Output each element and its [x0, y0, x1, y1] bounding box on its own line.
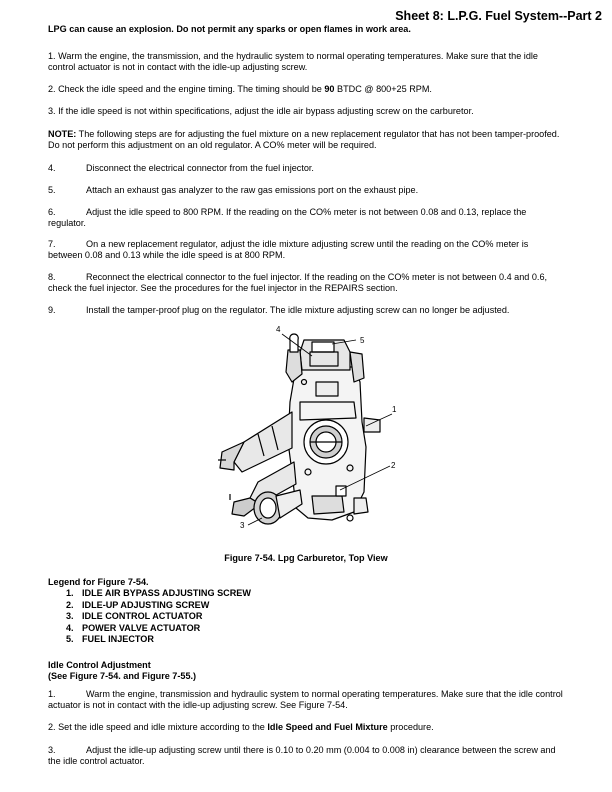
section-subtitle: (See Figure 7-54. and Figure 7-55.) — [48, 671, 197, 682]
step-number: 8. — [48, 272, 56, 282]
step-number: 5. — [48, 185, 56, 195]
callout-4: 4 — [276, 325, 281, 334]
section-heading — [48, 660, 196, 682]
step-5 — [48, 185, 564, 196]
step-text: Disconnect the electrical connector from the fuel injector. — [86, 163, 314, 173]
step-9 — [48, 305, 564, 316]
timing-value: 90 — [324, 84, 335, 94]
legend-number: 4. — [66, 622, 74, 633]
legend-item — [66, 611, 251, 623]
legend-item — [66, 588, 251, 600]
section-title: Idle Control Adjustment — [48, 660, 151, 670]
figure-caption: Figure 7-54. Lpg Carburetor, Top View — [224, 553, 388, 563]
legend-label: POWER VALVE ACTUATOR — [82, 622, 201, 633]
idle-step-1 — [48, 689, 564, 711]
step-text: 2. Set the idle speed and idle mixture according to the — [48, 722, 268, 732]
note-label: NOTE: — [48, 129, 77, 139]
legend-item — [66, 634, 251, 646]
callout-3: 3 — [240, 521, 245, 530]
legend-item — [66, 600, 251, 612]
step-text: Install the tamper-proof plug on the regulator. The idle mixture adjusting screw can no longer be adjusted. — [86, 305, 510, 315]
explosion-warning: LPG can cause an explosion. Do not permit any sparks or open flames in work area. — [48, 24, 411, 34]
step-text: Adjust the idle speed to 800 RPM. If the reading on the CO% meter is not between 0.08 and 0.13, replace the regulator. — [48, 207, 527, 229]
legend-label: FUEL INJECTOR — [82, 634, 154, 645]
legend-number: 3. — [66, 611, 74, 622]
callout-5: 5 — [360, 336, 365, 345]
carburetor-figure — [204, 322, 412, 542]
step-number: 6. — [48, 207, 56, 217]
procedure-name: Idle Speed and Fuel Mixture — [267, 722, 388, 732]
step-2-text: 2. Check the idle speed and the engine timing. The timing should be — [48, 84, 325, 94]
step-7 — [48, 239, 564, 261]
step-2-rpm: BTDC @ 800+25 RPM. — [334, 84, 432, 94]
legend-number: 1. — [66, 588, 74, 598]
step-4 — [48, 163, 564, 174]
sheet-title: Sheet 8: L.P.G. Fuel System--Part 2 — [395, 9, 602, 23]
idle-step-2 — [48, 722, 564, 733]
legend-number: 2. — [66, 599, 74, 610]
step-text: Attach an exhaust gas analyzer to the raw gas emissions port on the exhaust pipe. — [86, 185, 419, 195]
legend-label: IDLE-UP ADJUSTING SCREW — [82, 599, 210, 610]
note — [48, 129, 564, 151]
step-number: 7. — [48, 239, 56, 249]
step-3: 3. If the idle speed is not within specifications, adjust the idle air bypass adjusting screw on the carburetor. — [48, 106, 474, 116]
legend-title: Legend for Figure 7-54. — [48, 577, 149, 587]
step-1: 1. Warm the engine, the transmission, and the hydraulic system to normal operating temperatures. Make sure that the idle control actuator is not in contact with the idle-up adjusting screw. — [48, 51, 538, 73]
step-number: 3. — [48, 745, 56, 755]
step-6 — [48, 207, 564, 229]
step-number: 9. — [48, 305, 56, 315]
callout-2: 2 — [391, 461, 396, 470]
legend-item — [66, 623, 251, 635]
step-text-end: procedure. — [387, 722, 434, 732]
step-text: Warm the engine, transmission and hydraulic system to normal operating temperatures. Make sure that the idle control actuator is not in contact with the idle-up adjusting screw. See Figure 7-54. — [48, 689, 563, 711]
step-text: On a new replacement regulator, adjust the idle mixture adjusting screw until the reading on the CO% meter is between 0.08 and 0.13 while the idle speed is at 800 RPM. — [48, 239, 529, 261]
step-8 — [48, 272, 564, 294]
legend-label: IDLE AIR BYPASS ADJUSTING SCREW — [82, 588, 251, 598]
note-text: The following steps are for adjusting the fuel mixture on a new replacement regulator that has not been tamper-proofed. Do not perform this adjustment on an old regulator. A CO% meter will be required. — [48, 129, 560, 151]
step-text: Adjust the idle-up adjusting screw until there is 0.10 to 0.20 mm (0.004 to 0.008 in) clearance between the screw and the idle control actuator. — [48, 745, 556, 767]
step-number: 4. — [48, 163, 56, 173]
legend-list — [66, 588, 251, 646]
legend-label: IDLE CONTROL ACTUATOR — [82, 611, 203, 622]
step-text: Reconnect the electrical connector to the fuel injector. If the reading on the CO% meter is not between 0.4 and 0.6, check the fuel injector. See the procedures for the fuel injector in the REPAIRS section. — [48, 272, 548, 294]
idle-step-3 — [48, 745, 564, 767]
legend-number: 5. — [66, 634, 74, 645]
step-number: 1. — [48, 689, 56, 699]
step-2 — [48, 84, 564, 95]
callout-1: 1 — [392, 405, 397, 414]
